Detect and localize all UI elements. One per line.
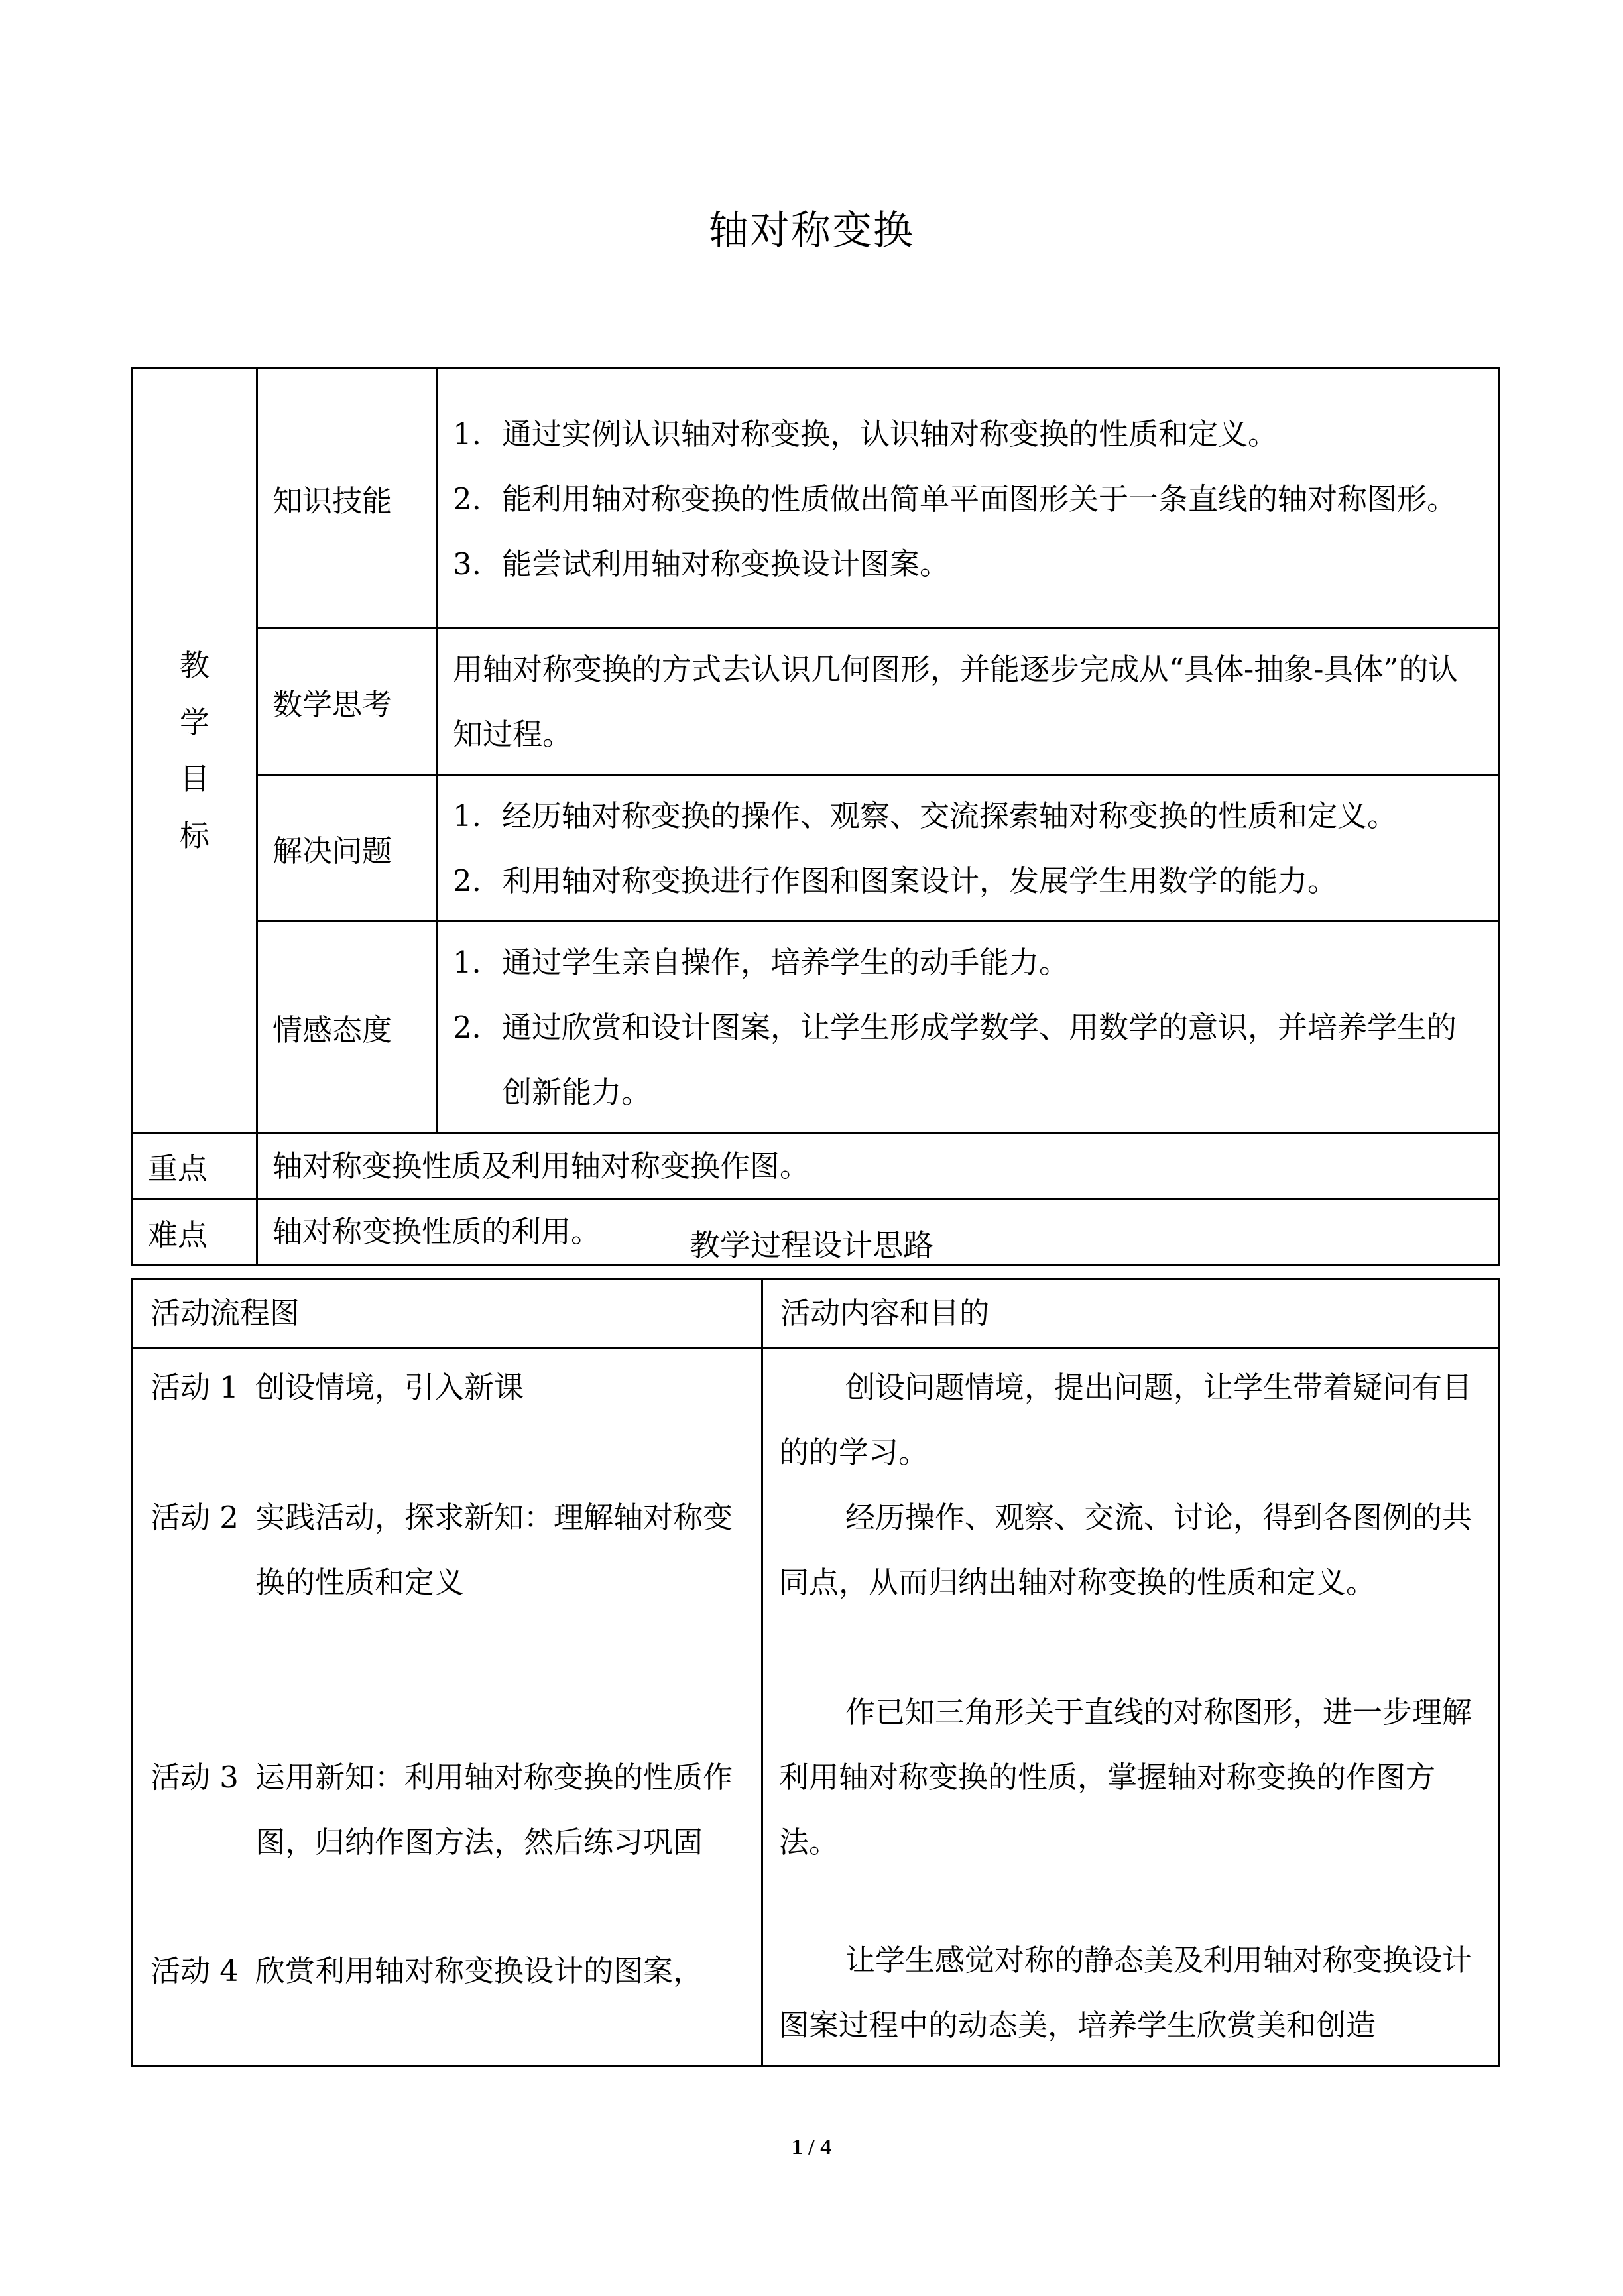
key-point-text: 轴对称变换性质及利用轴对称变换作图。: [257, 1133, 1500, 1199]
purpose-text: 作已知三角形关于直线的对称图形，进一步理解利用轴对称变换的性质，掌握轴对称变换的作图方法。: [779, 1695, 1473, 1860]
difficulty-label: 难点: [133, 1199, 257, 1265]
attitude-content: [438, 922, 1500, 1133]
objectives-label: 教 学 目 标: [133, 369, 257, 1133]
math-thinking-content: 用轴对称变换的方式去认识几何图形，并能逐步完成从“具体-抽象-具体”的认知过程。: [438, 629, 1500, 775]
activity-item: 活动 1 创设情境，引入新课: [150, 1370, 524, 1405]
page-number: 1 / 4: [791, 2135, 832, 2159]
list-item: 1. 经历轴对称变换的操作、观察、交流探索轴对称变换的性质和定义。: [453, 798, 1398, 833]
category-attitude: 情感态度: [257, 922, 438, 1133]
process-table: [131, 1278, 1500, 2067]
category-problem-solving: 解决问题: [257, 775, 438, 922]
key-point-label: 重点: [133, 1133, 257, 1199]
list-item: 2． 通过欣赏和设计图案，让学生形成学数学、用数学的意识，并培养学生的创新能力。: [453, 1010, 1457, 1110]
activity-purposes: [762, 1348, 1500, 2066]
activity-flow: [133, 1348, 762, 2066]
category-knowledge: 知识技能: [257, 369, 438, 629]
process-caption: 教学过程设计思路: [690, 1227, 933, 1263]
purpose-text: 经历操作、观察、交流、讨论，得到各图例的共同点，从而归纳出轴对称变换的性质和定义。: [779, 1500, 1473, 1600]
activity-item: 活动 3 运用新知：利用轴对称变换的性质作图，归纳作图方法，然后练习巩固: [150, 1760, 733, 1860]
list-item: 1. 通过实例认识轴对称变换，认识轴对称变换的性质和定义。: [453, 416, 1278, 452]
col-header-flow: 活动流程图: [133, 1280, 762, 1348]
list-item: 1． 通过学生亲自操作，培养学生的动手能力。: [453, 945, 1069, 980]
difficulty-text: 轴对称变换性质的利用。: [257, 1199, 1500, 1265]
activity-item: 活动 4 欣赏利用轴对称变换设计的图案，: [150, 1953, 703, 1988]
list-item: 3. 能尝试利用轴对称变换设计图案。: [453, 546, 950, 581]
category-math-thinking: 数学思考: [257, 629, 438, 775]
problem-solving-content: [438, 775, 1500, 922]
purpose-text: 让学生感觉对称的静态美及利用轴对称变换设计图案过程中的动态美，培养学生欣赏美和创造: [779, 1943, 1473, 2043]
activity-item: 活动 2 实践活动，探求新知：理解轴对称变换的性质和定义: [150, 1500, 733, 1600]
list-item: 2. 利用轴对称变换进行作图和图案设计，发展学生用数学的能力。: [453, 863, 1338, 898]
objectives-table: [131, 367, 1500, 1266]
purpose-text: 创设问题情境，提出问题，让学生带着疑问有目的的学习。: [779, 1370, 1473, 1470]
page-title: 轴对称变换: [709, 208, 914, 254]
col-header-purpose: 活动内容和目的: [762, 1280, 1500, 1348]
list-item: 2. 能利用轴对称变换的性质做出简单平面图形关于一条直线的轴对称图形。: [453, 481, 1457, 516]
knowledge-content: [438, 369, 1500, 629]
